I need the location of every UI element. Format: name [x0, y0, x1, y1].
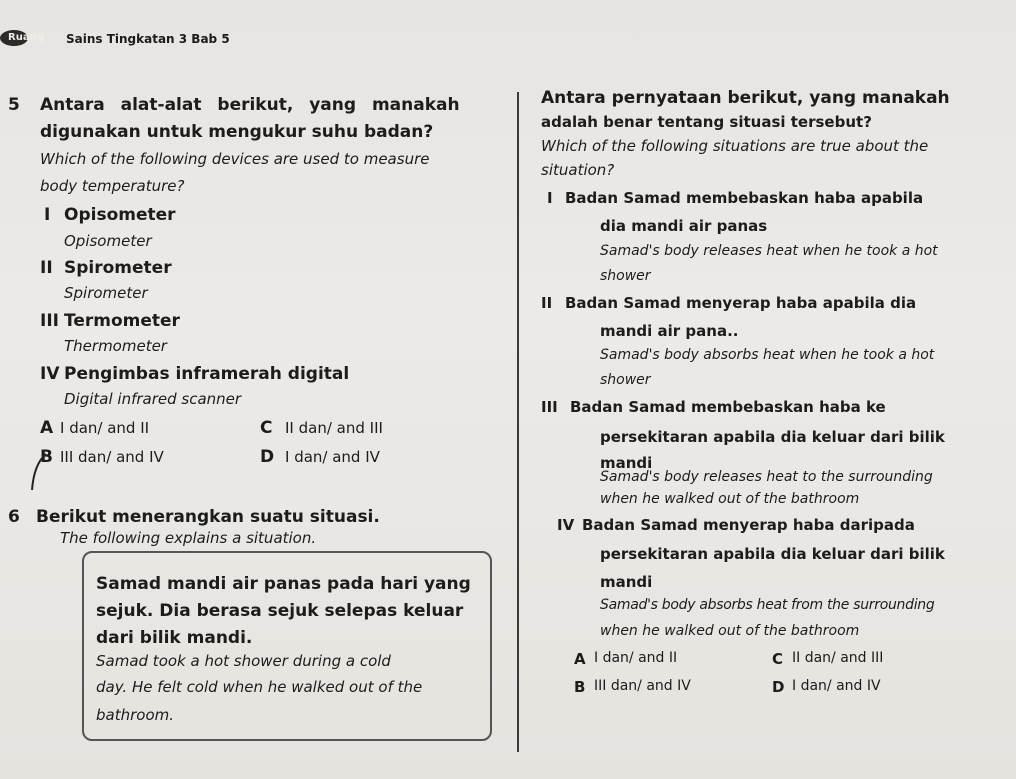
- q5-item-1-en: Opisometer: [64, 232, 152, 250]
- q5-item-1-ms: Opisometer: [64, 205, 176, 225]
- q5-item-2-roman: II: [40, 258, 53, 278]
- q5-option-d-letter[interactable]: D: [260, 447, 275, 467]
- q5-option-b[interactable]: III dan/ and IV: [60, 448, 164, 466]
- q5-line3-en: Which of the following devices are used to measure: [40, 150, 430, 168]
- q6-line2-en: The following explains a situation.: [60, 529, 317, 547]
- q6-option-c[interactable]: II dan/ and III: [792, 650, 884, 666]
- q5-item-3-roman: III: [40, 311, 59, 331]
- q6-option-d-letter[interactable]: D: [772, 678, 785, 696]
- q5-item-4-roman: IV: [40, 364, 60, 384]
- q6-option-a[interactable]: I dan/ and II: [594, 650, 678, 666]
- statement-3-ms2: persekitaran apabila dia keluar dari bilik: [600, 428, 945, 446]
- q5-item-3-ms: Termometer: [64, 311, 180, 331]
- q5-item-2-ms: Spirometer: [64, 258, 172, 278]
- statement-2-en1: Samad's body absorbs heat when he took a hot: [600, 347, 935, 363]
- q5-option-d[interactable]: I dan/ and IV: [285, 448, 380, 466]
- q6-line1: Berikut menerangkan suatu situasi.: [36, 507, 380, 527]
- q6-prompt-line2: adalah benar tentang situasi tersebut?: [541, 113, 872, 131]
- q6-option-c-letter[interactable]: C: [772, 650, 784, 668]
- situation-en-line1: Samad took a hot shower during a cold: [96, 652, 391, 670]
- logo-text: Ruang: [8, 32, 44, 43]
- q6-option-d[interactable]: I dan/ and IV: [792, 678, 881, 694]
- statement-3-ms1: Badan Samad membebaskan haba ke: [570, 398, 886, 416]
- statement-1-en1: Samad's body releases heat when he took a hot: [600, 243, 938, 259]
- q5-number: 5: [8, 95, 20, 115]
- statement-4-roman: IV: [557, 516, 575, 534]
- q5-item-4-ms: Pengimbas inframerah digital: [64, 364, 350, 384]
- q6-number: 6: [8, 507, 20, 527]
- q5-item-2-en: Spirometer: [64, 284, 148, 302]
- q5-item-3-en: Thermometer: [64, 337, 167, 355]
- statement-3-roman: III: [541, 398, 558, 416]
- statement-2-roman: II: [541, 294, 553, 312]
- q6-prompt-line3-en: Which of the following situations are true about the: [541, 137, 929, 155]
- statement-2-en2: shower: [600, 372, 651, 388]
- column-divider: [517, 92, 519, 752]
- statement-3-en1: Samad's body releases heat to the surrounding: [600, 469, 933, 485]
- statement-1-ms1: Badan Samad membebaskan haba apabila: [565, 189, 924, 207]
- situation-en-line3: bathroom.: [96, 706, 175, 724]
- statement-3-ms3: mandi: [600, 454, 653, 472]
- statement-3-en2: when he walked out of the bathroom: [600, 491, 860, 507]
- situation-ms-line3: dari bilik mandi.: [96, 628, 253, 648]
- situation-ms-line2: sejuk. Dia berasa sejuk selepas keluar: [96, 601, 464, 621]
- answer-checkmark-icon: [24, 452, 54, 492]
- q5-option-a[interactable]: I dan/ and II: [60, 419, 150, 437]
- statement-4-en2: when he walked out of the bathroom: [600, 623, 860, 639]
- q5-line4-en: body temperature?: [40, 177, 185, 195]
- page-header-title: Sains Tingkatan 3 Bab 5: [66, 32, 230, 46]
- q6-option-b-letter[interactable]: B: [574, 678, 586, 696]
- statement-4-ms1: Badan Samad menyerap haba daripada: [582, 516, 915, 534]
- q5-option-c[interactable]: II dan/ and III: [285, 419, 383, 437]
- statement-4-en1: Samad's body absorbs heat from the surrounding: [600, 597, 935, 613]
- q6-prompt-line4-en: situation?: [541, 161, 615, 179]
- q5-item-4-en: Digital infrared scanner: [64, 390, 242, 408]
- q5-option-b-letter[interactable]: B: [40, 447, 53, 467]
- q6-option-b[interactable]: III dan/ and IV: [594, 678, 691, 694]
- statement-1-en2: shower: [600, 268, 651, 284]
- q5-line2: digunakan untuk mengukur suhu badan?: [40, 122, 434, 142]
- situation-en-line2: day. He felt cold when he walked out of the: [96, 678, 423, 696]
- statement-4-ms3: mandi: [600, 573, 653, 591]
- statement-2-ms1: Badan Samad menyerap haba apabila dia: [565, 294, 917, 312]
- q5-item-1-roman: I: [44, 205, 51, 225]
- q6-option-a-letter[interactable]: A: [574, 650, 586, 668]
- q5-option-c-letter[interactable]: C: [260, 418, 273, 438]
- q6-prompt-line1: Antara pernyataan berikut, yang manakah: [541, 88, 950, 108]
- statement-2-ms2: mandi air pana..: [600, 322, 739, 340]
- q5-line1: Antara alat-alat berikut, yang manakah: [40, 95, 460, 115]
- q5-option-a-letter[interactable]: A: [40, 418, 54, 438]
- statement-1-roman: I: [547, 189, 553, 207]
- statement-4-ms2: persekitaran apabila dia keluar dari bilik: [600, 545, 945, 563]
- situation-ms-line1: Samad mandi air panas pada hari yang: [96, 574, 471, 594]
- statement-1-ms2: dia mandi air panas: [600, 217, 768, 235]
